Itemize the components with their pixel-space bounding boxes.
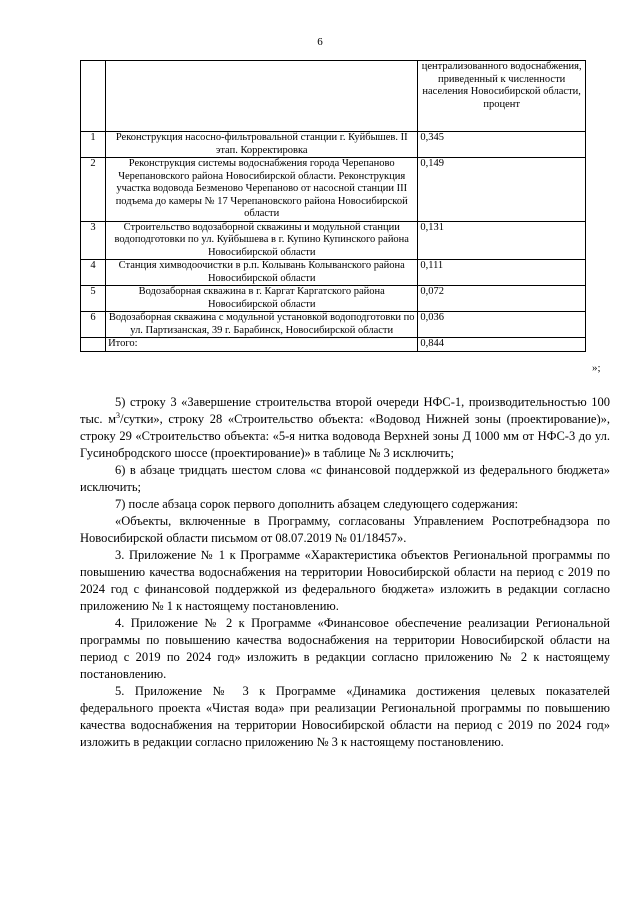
total-num-cell [81, 338, 106, 352]
paragraph-item-5 [80, 394, 610, 462]
row-name: Станция химводоочистки в р.п. Колывань Колыванского района Новосибирской области [106, 260, 418, 286]
row-name: Водозаборная скважина в г. Каргат Каргатского района Новосибирской области [106, 286, 418, 312]
table-closing-quote: »; [592, 362, 601, 374]
table-header-row [81, 61, 586, 132]
header-name-cell [106, 61, 418, 132]
row-value: 0,345 [418, 132, 586, 158]
cubic-superscript: 3 [116, 410, 121, 420]
table-total-row [81, 338, 586, 352]
paragraph-item-5-part-b: /сутки», строку 28 «Строительство объекта: «Водовод Нижней зоны (проектирование)», строку 29 «Строительство объекта: «5-я нитка водовода Верхней зоны Д 1000 мм от НФС-3 до ул. Гусинобродского шоссе (проектирование)» в таблице № 3 исключить; [80, 412, 610, 460]
row-num: 1 [81, 132, 106, 158]
header-num-cell [81, 61, 106, 132]
row-value: 0,131 [418, 221, 586, 260]
row-name: Реконструкция системы водоснабжения города Черепаново Черепановского района Новосибирской области. Реконструкция участка водовода Безменово Черепаново от насосной станции III подъема до камеры № 17 Черепановского района Новосибирской области [106, 158, 418, 222]
row-num: 4 [81, 260, 106, 286]
row-num: 3 [81, 221, 106, 260]
paragraph-quote: «Объекты, включенные в Программу, согласованы Управлением Роспотребнадзора по Новосибирской области письмом от 08.07.2019 № 01/18457». [80, 514, 610, 545]
row-value: 0,036 [418, 312, 586, 338]
row-name: Водозаборная скважина с модульной установкой водоподготовки по ул. Партизанская, 39 г. Барабинск, Новосибирской области [106, 312, 418, 338]
row-num: 2 [81, 158, 106, 222]
row-name: Строительство водозаборной скважины и модульной станции водоподготовки по ул. Куйбышева в г. Купино Купинского района Новосибирской области [106, 221, 418, 260]
row-value: 0,149 [418, 158, 586, 222]
paragraph-item-5-part-a: 5) строку 3 «Завершение строительства второй очереди НФС-1, производительностью 100 тыс. м [80, 395, 610, 426]
paragraph-section-4: 4. Приложение № 2 к Программе «Финансовое обеспечение реализации Региональной программы по повышению качества водоснабжения на территории Новосибирской области на период с 2019 по 2024 год» изложить в редакции согласно приложению № 2 к настоящему постановлению. [80, 616, 610, 681]
row-value: 0,072 [418, 286, 586, 312]
table-row [81, 260, 586, 286]
table-row [81, 286, 586, 312]
paragraph-item-7: 7) после абзаца сорок первого дополнить абзацем следующего содержания: [115, 497, 519, 511]
table-row [81, 158, 586, 222]
objects-table [80, 60, 586, 352]
row-num: 6 [81, 312, 106, 338]
total-label: Итого: [106, 338, 418, 352]
paragraph-section-3: 3. Приложение № 1 к Программе «Характеристика объектов Региональной программы по повышению качества водоснабжения на территории Новосибирской области на период с 2019 по 2024 год с финансовой поддержкой из федерального бюджета» изложить в редакции согласно приложению № 1 к настоящему постановлению. [80, 548, 610, 613]
row-num: 5 [81, 286, 106, 312]
paragraph-item-6: 6) в абзаце тридцать шестом слова «с финансовой поддержкой из федерального бюджета» исключить; [80, 463, 610, 494]
table-row [81, 312, 586, 338]
paragraph-section-5: 5. Приложение № 3 к Программе «Динамика достижения целевых показателей федерального проекта «Чистая вода» при реализации Региональной программы по повышению качества водоснабжения на территории Новосибирской области на период с 2019 по 2024 год» изложить в редакции согласно приложению № 3 к настоящему постановлению. [80, 684, 610, 749]
table-row [81, 221, 586, 260]
row-name: Реконструкция насосно-фильтровальной станции г. Куйбышев. II этап. Корректировка [106, 132, 418, 158]
header-value-cell: централизованного водоснабжения, приведенный к численности населения Новосибирской области, процент [418, 61, 586, 132]
body-text [80, 394, 610, 751]
page-number: 6 [317, 36, 323, 48]
total-value: 0,844 [418, 338, 586, 352]
table-row [81, 132, 586, 158]
row-value: 0,111 [418, 260, 586, 286]
